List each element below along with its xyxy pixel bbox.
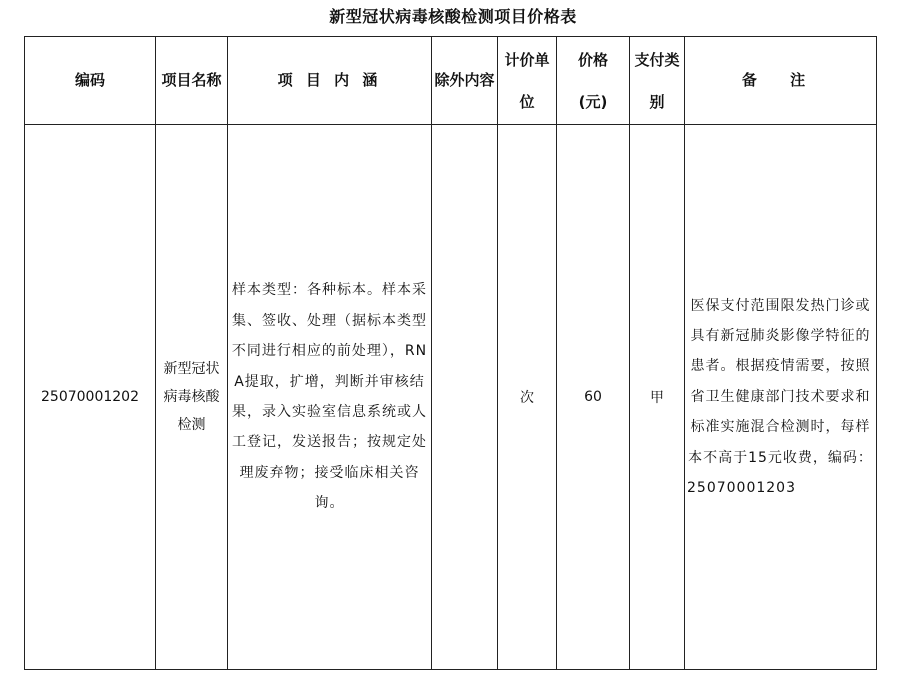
header-pricing-unit	[498, 37, 557, 125]
header-payment-type-line2: 别	[649, 92, 665, 111]
cell-price: 60	[557, 125, 630, 670]
page-title: 新型冠状病毒核酸检测项目价格表	[329, 7, 577, 26]
cell-item-name: 新型冠状病毒核酸检测	[156, 125, 228, 670]
header-remarks: 备 注	[685, 37, 877, 125]
cell-exclusions	[432, 125, 498, 670]
table-header-row	[25, 37, 877, 125]
cell-pricing-unit: 次	[498, 125, 557, 670]
header-code: 编码	[25, 37, 156, 125]
header-price-line2: (元)	[578, 92, 608, 111]
table-row	[25, 125, 877, 670]
header-price-line1: 价格	[577, 50, 608, 69]
cell-payment-type: 甲	[630, 125, 685, 670]
header-pricing-unit-line1: 计价单	[504, 50, 550, 69]
header-exclusions: 除外内容	[432, 37, 498, 125]
header-pricing-unit-line2: 位	[519, 92, 535, 111]
cell-code: 25070001202	[25, 125, 156, 670]
header-payment-type-line1: 支付类	[634, 50, 680, 69]
header-price	[557, 37, 630, 125]
header-payment-type	[630, 37, 685, 125]
header-item-content: 项 目 内 涵	[228, 37, 432, 125]
header-item-name: 项目名称	[156, 37, 228, 125]
cell-remarks: 医保支付范围限发热门诊或具有新冠肺炎影像学特征的患者。根据疫情需要，按照省卫生健康部门技术要求和标准实施混合检测时，每样本不高于15元收费，编码：25070001203	[685, 125, 877, 670]
price-table	[24, 36, 877, 670]
cell-item-content: 样本类型：各种标本。样本采集、签收、处理（据标本类型不同进行相应的前处理），RNA提取，扩增，判断并审核结果，录入实验室信息系统或人工登记，发送报告；按规定处理废弃物；接受临床相关咨询。	[228, 125, 432, 670]
